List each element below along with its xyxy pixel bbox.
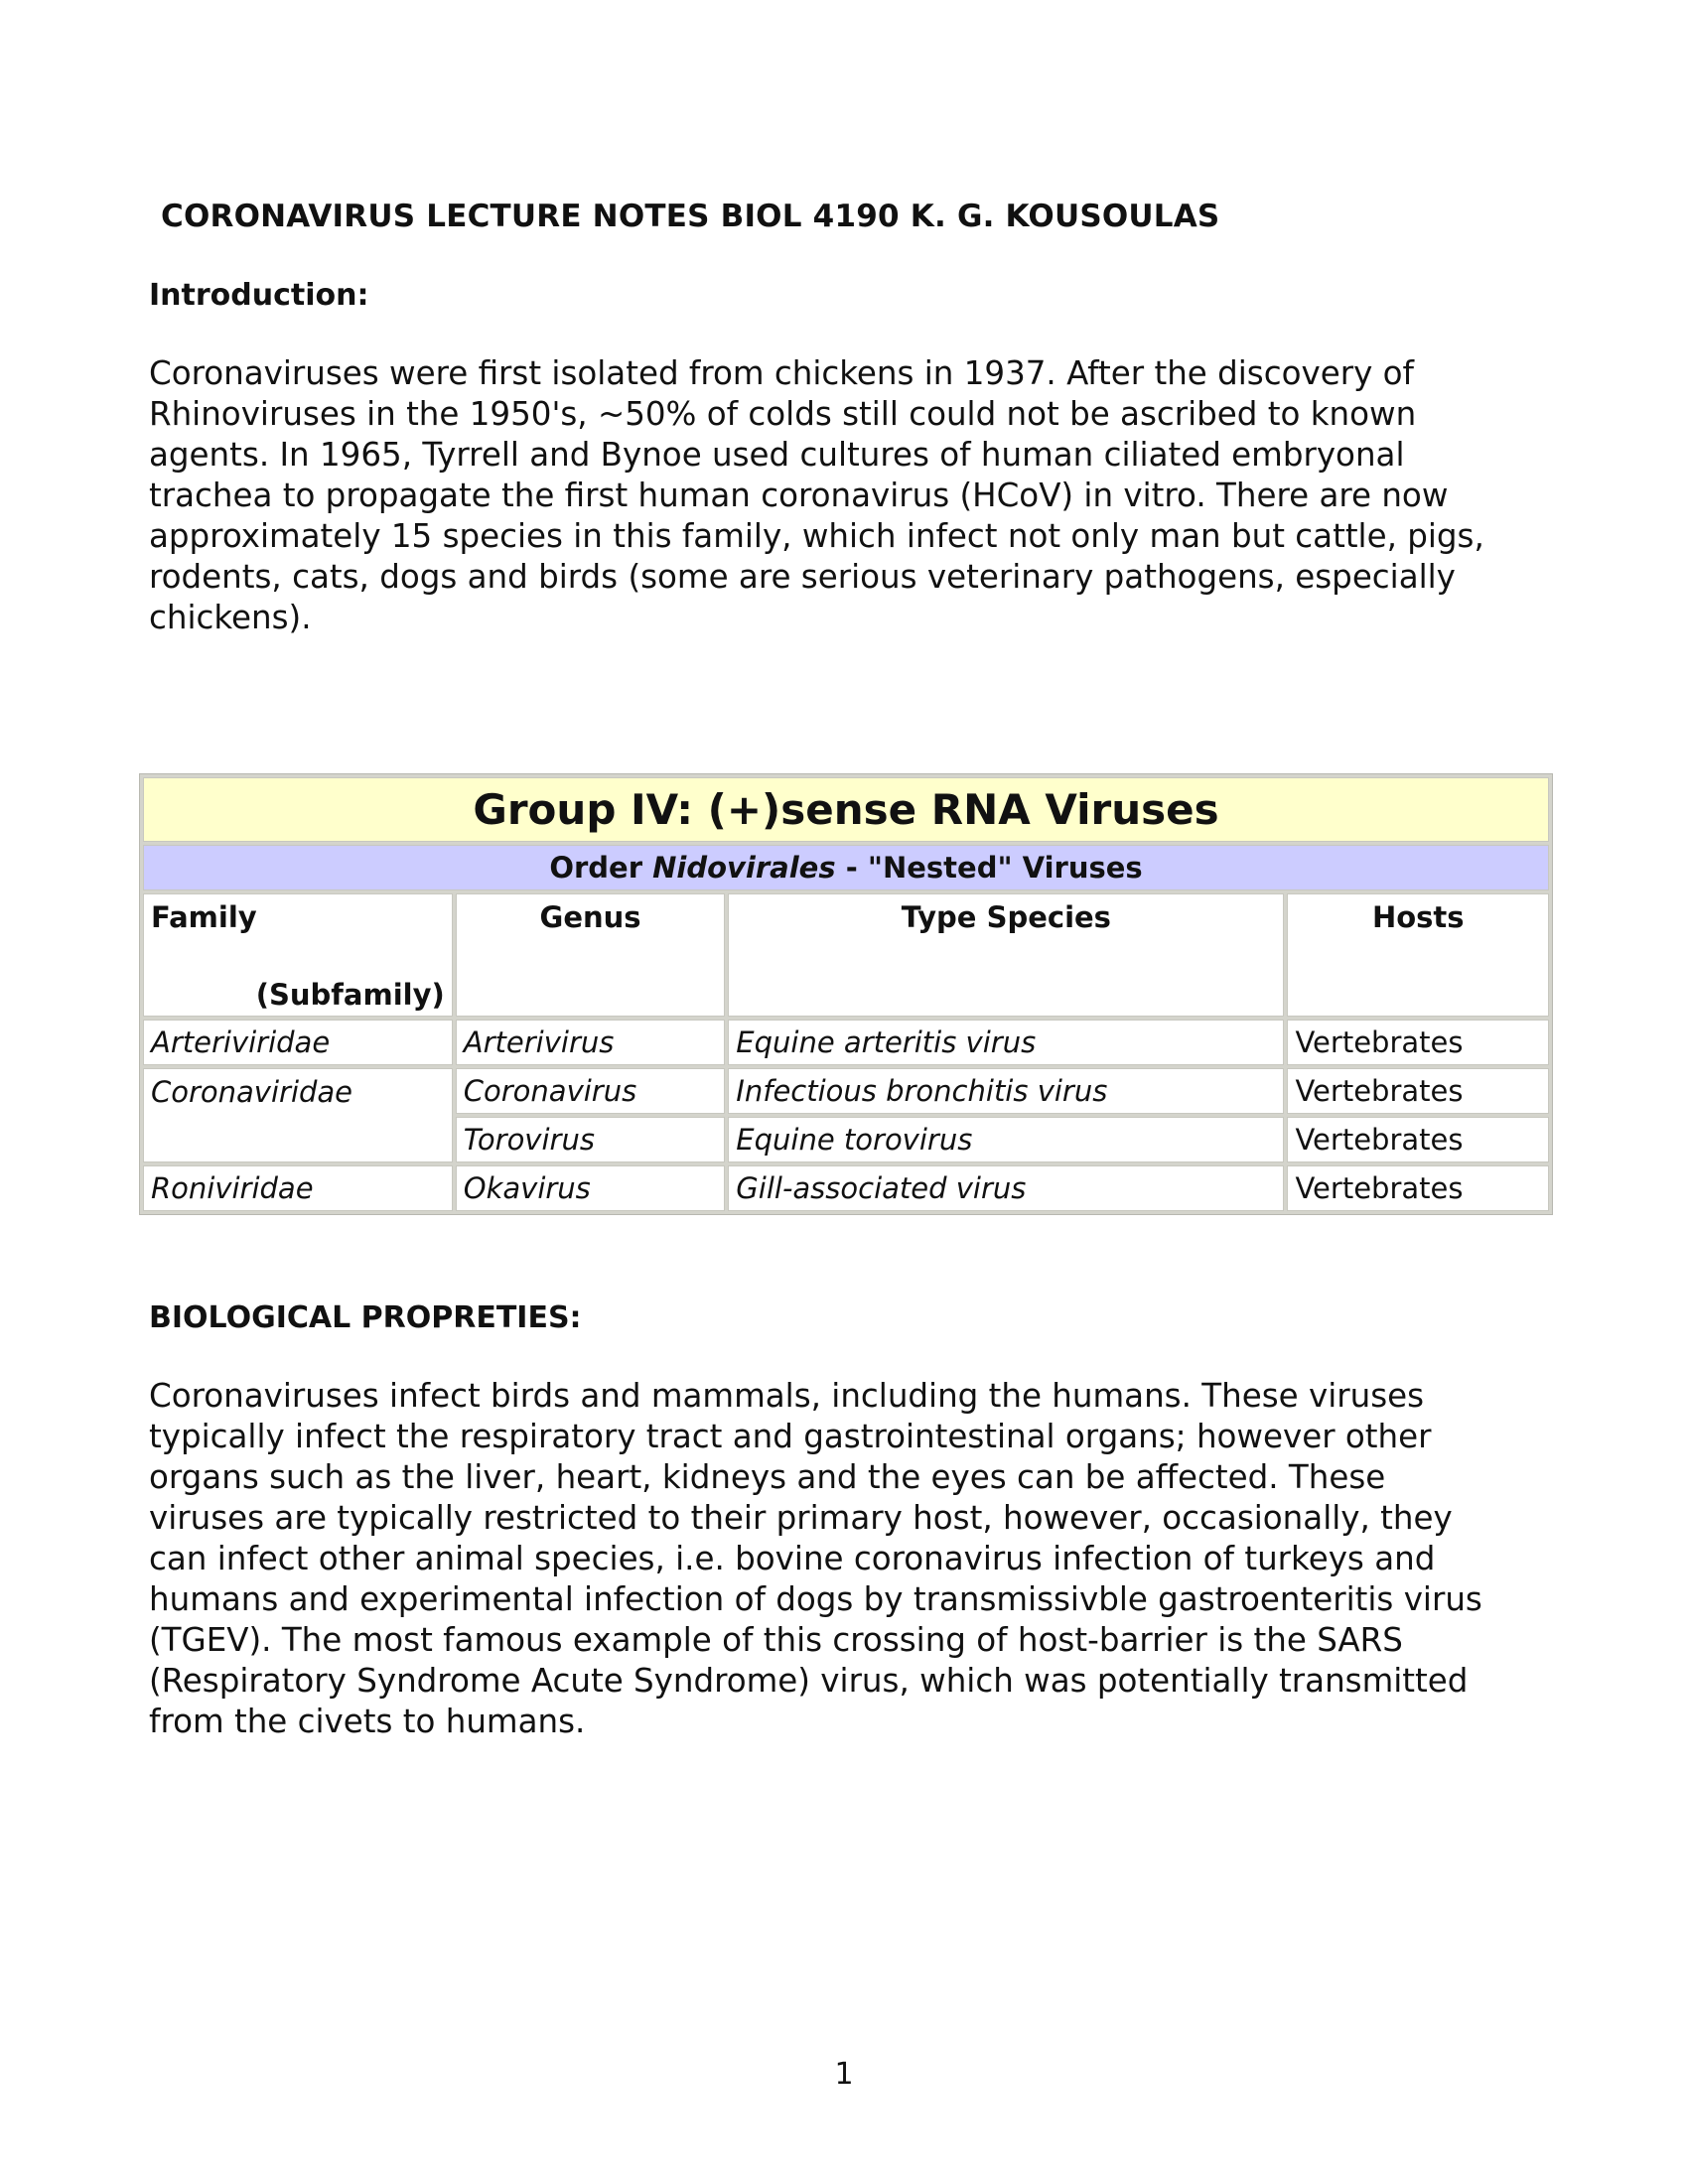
biological-properties-heading: BIOLOGICAL PROPRETIES: (149, 1300, 582, 1335)
text-line: rodents, cats, dogs and birds (some are serious veterinary pathogens, especially (149, 558, 1456, 596)
order-row (143, 845, 1549, 890)
table-header-row (143, 893, 1549, 1017)
text-line: from the civets to humans. (149, 1703, 586, 1740)
introduction-paragraph (149, 353, 1559, 638)
text-line: Rhinoviruses in the 1950's, ~50% of colds still could not be ascribed to known (149, 395, 1417, 433)
page-title: CORONAVIRUS LECTURE NOTES BIOL 4190 K. G. KOUSOULAS (161, 199, 1220, 234)
introduction-heading: Introduction: (149, 278, 369, 313)
order-name: Nidovirales (652, 851, 836, 885)
page-number: 1 (834, 2057, 854, 2092)
text-line: viruses are typically restricted to their primary host, however, occasionally, they (149, 1499, 1453, 1537)
type-species-cell: Equine torovirus (728, 1117, 1284, 1162)
text-line: (Respiratory Syndrome Acute Syndrome) virus, which was potentially transmitted (149, 1662, 1469, 1700)
genus-cell: Torovirus (456, 1117, 726, 1162)
type-species-cell: Equine arteritis virus (728, 1020, 1284, 1065)
family-cell: Coronaviridae (143, 1068, 453, 1162)
order-suffix: - "Nested" Viruses (845, 851, 1143, 885)
genus-cell: Okavirus (456, 1165, 726, 1211)
hosts-cell: Vertebrates (1287, 1020, 1549, 1065)
group-title: Group IV: (+)sense RNA Viruses (143, 777, 1549, 842)
text-line: chickens). (149, 599, 312, 636)
text-line: Coronaviruses were first isolated from chickens in 1937. After the discovery of (149, 354, 1414, 392)
hosts-cell: Vertebrates (1287, 1117, 1549, 1162)
family-header-label: Family (151, 900, 257, 934)
text-line: typically infect the respiratory tract and gastrointestinal organs; however other (149, 1418, 1432, 1455)
text-line: approximately 15 species in this family, which infect not only man but cattle, pigs, (149, 517, 1484, 555)
hosts-cell: Vertebrates (1287, 1165, 1549, 1211)
text-line: humans and experimental infection of dogs by transmissivble gastroenteritis virus (149, 1580, 1482, 1618)
text-line: agents. In 1965, Tyrrell and Bynoe used cultures of human ciliated embryonal (149, 436, 1405, 474)
table-row (143, 1068, 1549, 1114)
type-species-header: Type Species (728, 893, 1284, 1017)
genus-cell: Coronavirus (456, 1068, 726, 1114)
text-line: trachea to propagate the first human coronavirus (HCoV) in vitro. There are now (149, 477, 1449, 514)
text-line: can infect other animal species, i.e. bovine coronavirus infection of turkeys and (149, 1540, 1436, 1577)
text-line: (TGEV). The most famous example of this crossing of host-barrier is the SARS (149, 1621, 1403, 1659)
type-species-cell: Infectious bronchitis virus (728, 1068, 1284, 1114)
hosts-cell: Vertebrates (1287, 1068, 1549, 1114)
virus-classification-table (139, 773, 1553, 1215)
biological-properties-paragraph (149, 1376, 1559, 1742)
hosts-header: Hosts (1287, 893, 1549, 1017)
family-header (143, 893, 453, 1017)
family-cell: Roniviridae (143, 1165, 453, 1211)
type-species-cell: Gill-associated virus (728, 1165, 1284, 1211)
text-line: organs such as the liver, heart, kidneys and the eyes can be affected. These (149, 1458, 1386, 1496)
genus-cell: Arterivirus (456, 1020, 726, 1065)
text-line: Coronaviruses infect birds and mammals, including the humans. These viruses (149, 1377, 1425, 1415)
genus-header: Genus (456, 893, 726, 1017)
order-prefix: Order (549, 851, 643, 885)
family-cell: Arteriviridae (143, 1020, 453, 1065)
table-row (143, 1165, 1549, 1211)
group-title-row (143, 777, 1549, 842)
order-cell (143, 845, 1549, 890)
table-row (143, 1020, 1549, 1065)
subfamily-header-label: (Subfamily) (255, 978, 445, 1012)
